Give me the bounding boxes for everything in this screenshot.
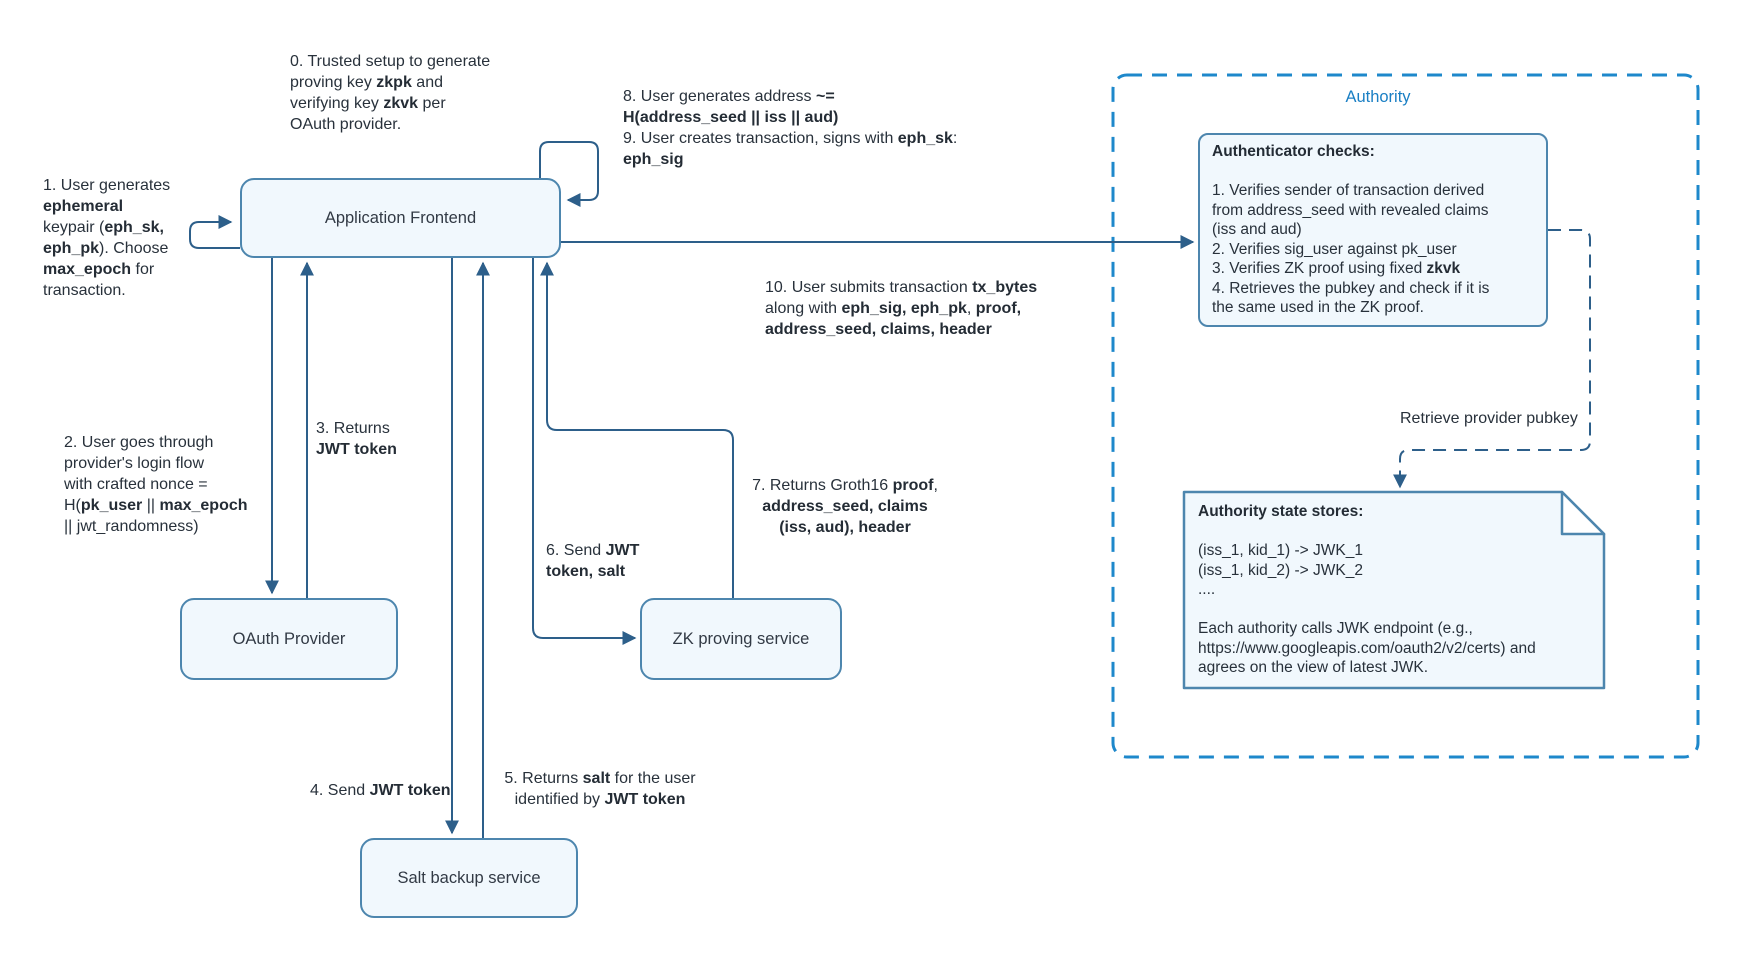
node-salt-backup-service-label: Salt backup service bbox=[397, 868, 541, 887]
annotation-step3: 3. Returns JWT token bbox=[316, 420, 397, 458]
authority-label: Authority bbox=[1345, 88, 1411, 106]
node-zk-proving-service-label: ZK proving service bbox=[672, 629, 810, 648]
node-oauth-provider-label: OAuth Provider bbox=[232, 629, 346, 648]
node-oauth-provider bbox=[180, 598, 398, 680]
annotation-step2: 2. User goes through provider's login flow with crafted nonce = H(pk_user || max_epoch || jwt_randomness) bbox=[64, 434, 248, 535]
arrow-step1-self-loop bbox=[190, 222, 240, 248]
annotation-step4: 4. Send JWT token bbox=[310, 782, 451, 799]
annotation-step1: 1. User generates ephemeral keypair (eph_sk, eph_pk). Choose max_epoch for transaction. bbox=[43, 177, 171, 299]
annotation-retrieve-pubkey: Retrieve provider pubkey bbox=[1400, 410, 1578, 427]
node-zk-proving-service bbox=[640, 598, 842, 680]
annotation-step6: 6. Send JWT token, salt bbox=[546, 542, 640, 580]
authority-state-note-text: Authority state stores: (iss_1, kid_1) -> JWK_1 (iss_1, kid_2) -> JWK_2 .... Each authority calls JWK endpoint (e.g., https://www.googleapis.com/oauth2/v2/certs) and agrees on the view of latest JWK. bbox=[1198, 503, 1536, 676]
annotation-step5: 5. Returns salt for the user identified by JWT token bbox=[504, 770, 696, 808]
annotation-step7: 7. Returns Groth16 proof, address_seed, claims (iss, aud), header bbox=[752, 477, 938, 536]
annotation-step10: 10. User submits transaction tx_bytes along with eph_sig, eph_pk, proof, address_seed, claims, header bbox=[765, 279, 1038, 338]
annotation-step8-9: 8. User generates address ~= H(address_seed || iss || aud) 9. User creates transaction, signs with eph_sk: eph_sig bbox=[623, 88, 958, 168]
node-application-frontend bbox=[240, 178, 561, 258]
authenticator-checks-text: Authenticator checks: 1. Verifies sender of transaction derived from address_seed with revealed claims (iss and aud) 2. Verifies sig_user against pk_user 3. Verifies ZK proof using fixed zkvk 4. Retrieves the pubkey and check if it is the same used in the ZK proof. bbox=[1212, 143, 1490, 316]
node-salt-backup-service bbox=[360, 838, 578, 918]
annotation-step0: 0. Trusted setup to generate proving key zkpk and verifying key zkvk per OAuth provider. bbox=[290, 53, 491, 133]
node-application-frontend-label: Application Frontend bbox=[324, 208, 477, 227]
